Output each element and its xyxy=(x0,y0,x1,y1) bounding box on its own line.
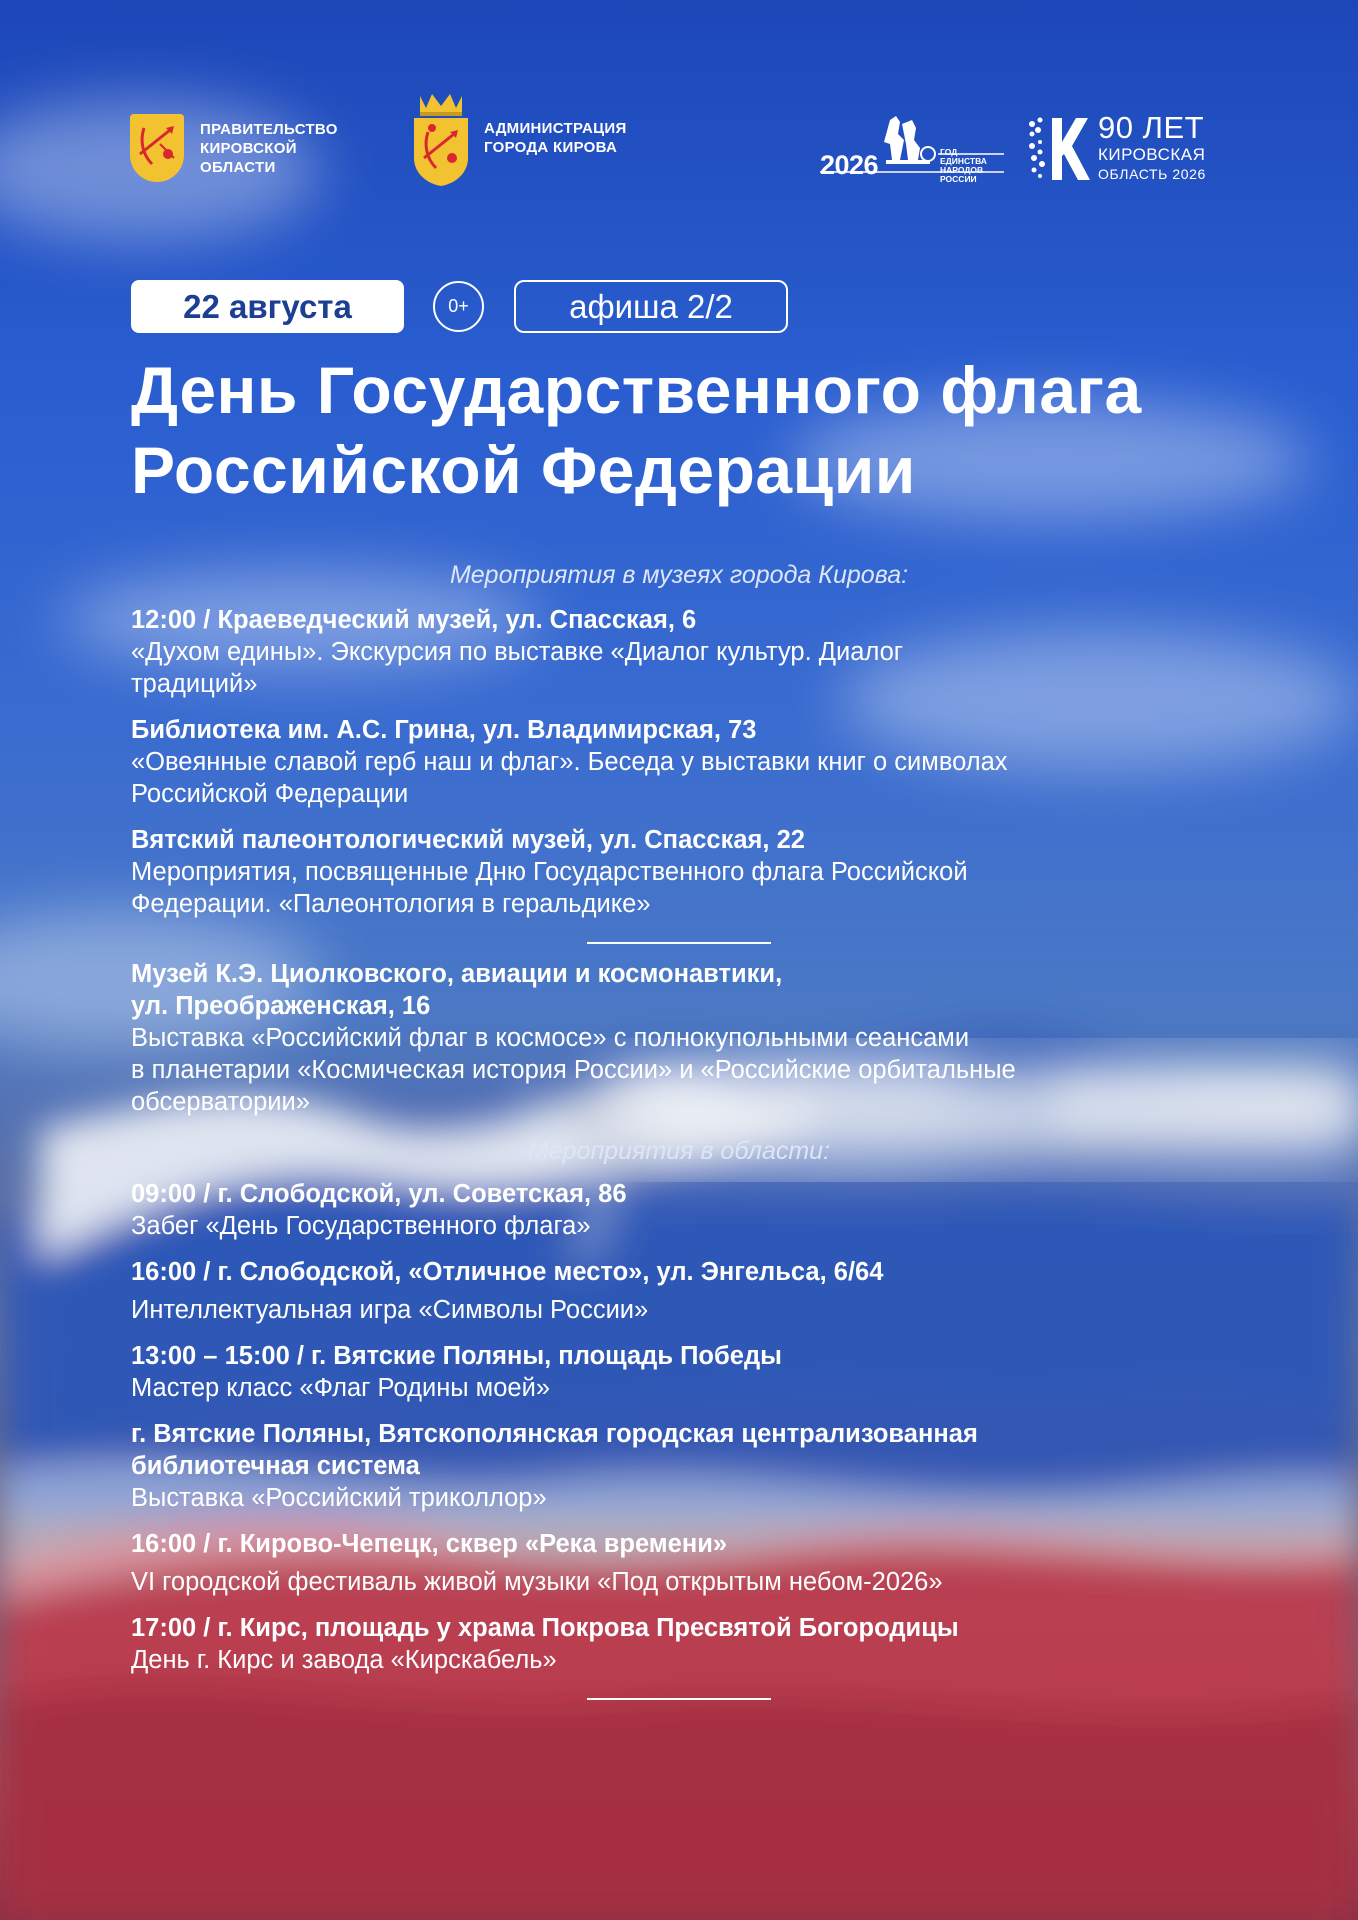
event-title: Музей К.Э. Циолковского, авиации и космонавтики, xyxy=(131,960,783,988)
year-2026: 2026 xyxy=(820,150,879,180)
event-description: традиций» xyxy=(131,670,258,698)
event-title: 12:00 / Краеведческий музей, ул. Спасская, 6 xyxy=(131,606,697,634)
logo-gov-line: КИРОВСКОЙ xyxy=(200,139,297,157)
event-title: 09:00 / г. Слободской, ул. Советская, 86 xyxy=(131,1180,627,1208)
k-mark-icon xyxy=(1028,116,1090,182)
event-description: «Духом едины». Экскурсия по выставке «Диалог культур. Диалог xyxy=(131,638,904,666)
event-description: в планетарии «Космическая история России» и «Российские орбитальные xyxy=(131,1056,1016,1084)
year-logo-line: РОССИИ xyxy=(940,174,977,184)
year-of-unity-text xyxy=(940,148,987,184)
event-item xyxy=(131,824,1261,920)
event-description: обсерватории» xyxy=(131,1088,310,1116)
region-events-list xyxy=(131,1178,1261,1690)
event-title: ул. Преображенская, 16 xyxy=(131,992,431,1020)
kirovskaya-text: КИРОВСКАЯ xyxy=(1098,145,1206,164)
event-item xyxy=(131,1256,1261,1326)
event-description: Интеллектуальная игра «Символы России» xyxy=(131,1296,649,1324)
logo-adm-line: ГОРОДА КИРОВА xyxy=(484,139,618,156)
event-title: 16:00 / г. Кирово-Чепецк, сквер «Река времени» xyxy=(131,1530,728,1558)
museums-section-heading: Мероприятия в музеях города Кирова: xyxy=(449,561,909,589)
event-item xyxy=(131,958,1261,1118)
logo-gov-line: ОБЛАСТИ xyxy=(200,158,276,176)
logo-government-kirov-oblast xyxy=(130,114,338,182)
logo-administration-kirov xyxy=(414,90,627,186)
title-line: День Государственного флага xyxy=(131,353,1142,427)
museum-events-list-continued xyxy=(131,958,1261,1132)
event-item xyxy=(131,1612,1261,1676)
event-description: День г. Кирс и завода «Кирскабель» xyxy=(131,1646,557,1674)
year-logo-line: ЕДИНСТВА xyxy=(940,156,987,166)
event-description: Забег «День Государственного флага» xyxy=(131,1212,591,1240)
event-description: VI городской фестиваль живой музыки «Под открытым небом-2026» xyxy=(131,1568,943,1596)
year-logo-line: ГОД xyxy=(940,147,958,157)
page-title xyxy=(131,350,1271,510)
event-item xyxy=(131,604,1261,700)
event-item xyxy=(131,714,1261,810)
event-title: библиотечная система xyxy=(131,1452,420,1480)
event-item xyxy=(131,1418,1261,1514)
age-rating-badge: 0+ xyxy=(433,281,484,332)
event-description: Выставка «Российский триколлор» xyxy=(131,1484,547,1512)
event-description: Федерации. «Палеонтология в геральдике» xyxy=(131,890,651,918)
year-logo-line: НАРОДОВ xyxy=(940,165,984,175)
oblast-2026-text: ОБЛАСТЬ 2026 xyxy=(1098,166,1206,182)
logo-gov-text xyxy=(200,120,338,177)
event-description: «Овеянные славой герб наш и флаг». Беседа у выставки книг о символах xyxy=(131,748,1008,776)
event-description: Выставка «Российский флаг в космосе» с полнокупольными сеансами xyxy=(131,1024,970,1052)
event-title: г. Вятские Поляны, Вятскополянская городская централизованная xyxy=(131,1420,978,1448)
event-title: 16:00 / г. Слободской, «Отличное место», ул. Энгельса, 6/64 xyxy=(131,1258,884,1286)
event-description: Мастер класс «Флаг Родины моей» xyxy=(131,1374,551,1402)
section-divider xyxy=(587,942,771,944)
date-badge: 22 августа xyxy=(131,280,404,333)
event-item xyxy=(131,1178,1261,1242)
crowned-coat-of-arms-icon xyxy=(414,90,468,186)
logo-90-years xyxy=(1028,112,1228,188)
event-item xyxy=(131,1340,1261,1404)
event-title: Библиотека им. А.С. Грина, ул. Владимирская, 73 xyxy=(131,716,757,744)
region-section-heading: Мероприятия в области: xyxy=(527,1137,831,1165)
coat-of-arms-icon xyxy=(130,114,184,182)
event-title: 13:00 – 15:00 / г. Вятские Поляны, площадь Победы xyxy=(131,1342,782,1370)
ninety-years-text: 90 ЛЕТ xyxy=(1098,110,1205,145)
afisha-page-badge: афиша 2/2 xyxy=(514,280,788,333)
event-description: Российской Федерации xyxy=(131,780,409,808)
event-item xyxy=(131,1528,1261,1598)
logo-adm-line: АДМИНИСТРАЦИЯ xyxy=(484,120,627,137)
event-title: Вятский палеонтологический музей, ул. Спасская, 22 xyxy=(131,826,805,854)
logo-adm-text xyxy=(484,119,627,157)
title-line: Российской Федерации xyxy=(131,433,916,507)
event-title: 17:00 / г. Кирс, площадь у храма Покрова Пресвятой Богородицы xyxy=(131,1614,959,1642)
logo-gov-line: ПРАВИТЕЛЬСТВО xyxy=(200,120,338,138)
museum-events-list xyxy=(131,604,1261,934)
logo-year-of-unity xyxy=(820,114,1004,184)
event-description: Мероприятия, посвященные Дню Государственного флага Российской xyxy=(131,858,968,886)
section-divider xyxy=(587,1698,771,1700)
